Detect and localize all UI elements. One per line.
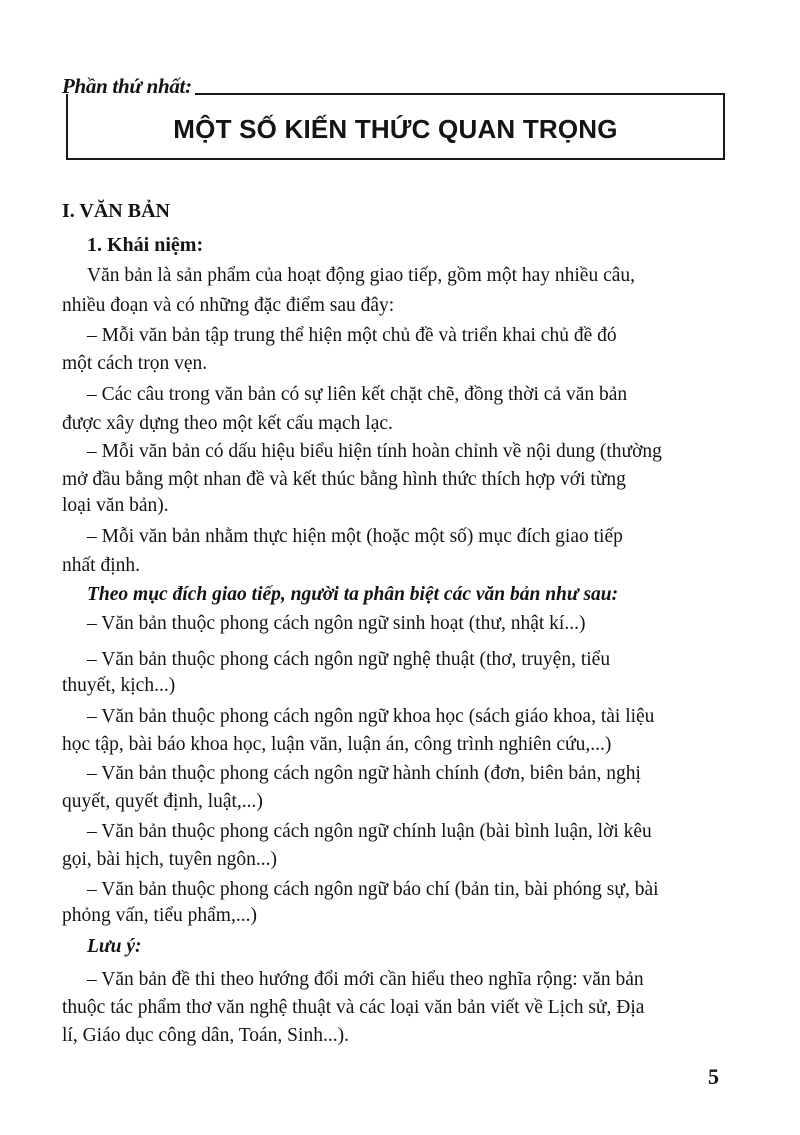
text-line: mở đầu bằng một nhan đề và kết thúc bằng hình thức thích hợp với từng bbox=[62, 469, 626, 490]
text-line: – Các câu trong văn bản có sự liên kết chặt chẽ, đồng thời cả văn bản bbox=[87, 384, 628, 405]
style-line: gọi, bài hịch, tuyên ngôn...) bbox=[62, 849, 278, 870]
text-line: nhất định. bbox=[62, 555, 140, 576]
text-line: – Mỗi văn bản nhằm thực hiện một (hoặc một số) mục đích giao tiếp bbox=[87, 526, 623, 547]
text-line: Văn bản là sản phẩm của hoạt động giao tiếp, gồm một hay nhiều câu, bbox=[87, 265, 636, 286]
section-heading: I. VĂN BẢN bbox=[62, 200, 170, 222]
note-line: lí, Giáo dục công dân, Toán, Sinh...). bbox=[62, 1025, 349, 1046]
style-line: – Văn bản thuộc phong cách ngôn ngữ hành chính (đơn, biên bản, nghị bbox=[87, 763, 641, 784]
text-line: nhiều đoạn và có những đặc điểm sau đây: bbox=[62, 295, 395, 316]
style-line: – Văn bản thuộc phong cách ngôn ngữ nghệ thuật (thơ, truyện, tiểu bbox=[87, 649, 611, 670]
note-line: – Văn bản đề thi theo hướng đổi mới cần hiểu theo nghĩa rộng: văn bản bbox=[87, 969, 644, 990]
text-line: được xây dựng theo một kết cấu mạch lạc. bbox=[62, 413, 393, 434]
title-frame bbox=[66, 94, 725, 160]
text-line: loại văn bản). bbox=[62, 495, 169, 516]
style-line: phỏng vấn, tiểu phẩm,...) bbox=[62, 905, 257, 926]
style-line: quyết, quyết định, luật,...) bbox=[62, 791, 263, 812]
text-line: – Mỗi văn bản tập trung thể hiện một chủ đề và triển khai chủ đề đó bbox=[87, 325, 617, 346]
page-title: MỘT SỐ KIẾN THỨC QUAN TRỌNG bbox=[173, 113, 618, 144]
page-number: 5 bbox=[708, 1064, 719, 1089]
style-line: – Văn bản thuộc phong cách ngôn ngữ chính luận (bài bình luận, lời kêu bbox=[87, 821, 652, 842]
note-line: thuộc tác phẩm thơ văn nghệ thuật và các loại văn bản viết về Lịch sử, Địa bbox=[62, 997, 645, 1018]
purpose-heading: Theo mục đích giao tiếp, người ta phân biệt các văn bản như sau: bbox=[87, 584, 619, 605]
note-label: Lưu ý: bbox=[87, 936, 142, 957]
text-line: một cách trọn vẹn. bbox=[62, 353, 208, 374]
style-line: thuyết, kịch...) bbox=[62, 675, 176, 696]
text-line: – Mỗi văn bản có dấu hiệu biểu hiện tính hoàn chỉnh về nội dung (thường bbox=[87, 441, 662, 462]
style-line: học tập, bài báo khoa học, luận văn, luận án, công trình nghiên cứu,...) bbox=[62, 734, 612, 755]
style-line: – Văn bản thuộc phong cách ngôn ngữ sinh hoạt (thư, nhật kí...) bbox=[87, 613, 586, 634]
style-line: – Văn bản thuộc phong cách ngôn ngữ báo chí (bản tin, bài phóng sự, bài bbox=[87, 879, 659, 900]
part-label: Phần thứ nhất: bbox=[62, 74, 192, 98]
style-line: – Văn bản thuộc phong cách ngôn ngữ khoa học (sách giáo khoa, tài liệu bbox=[87, 706, 655, 727]
sub-heading: 1. Khái niệm: bbox=[87, 234, 204, 256]
